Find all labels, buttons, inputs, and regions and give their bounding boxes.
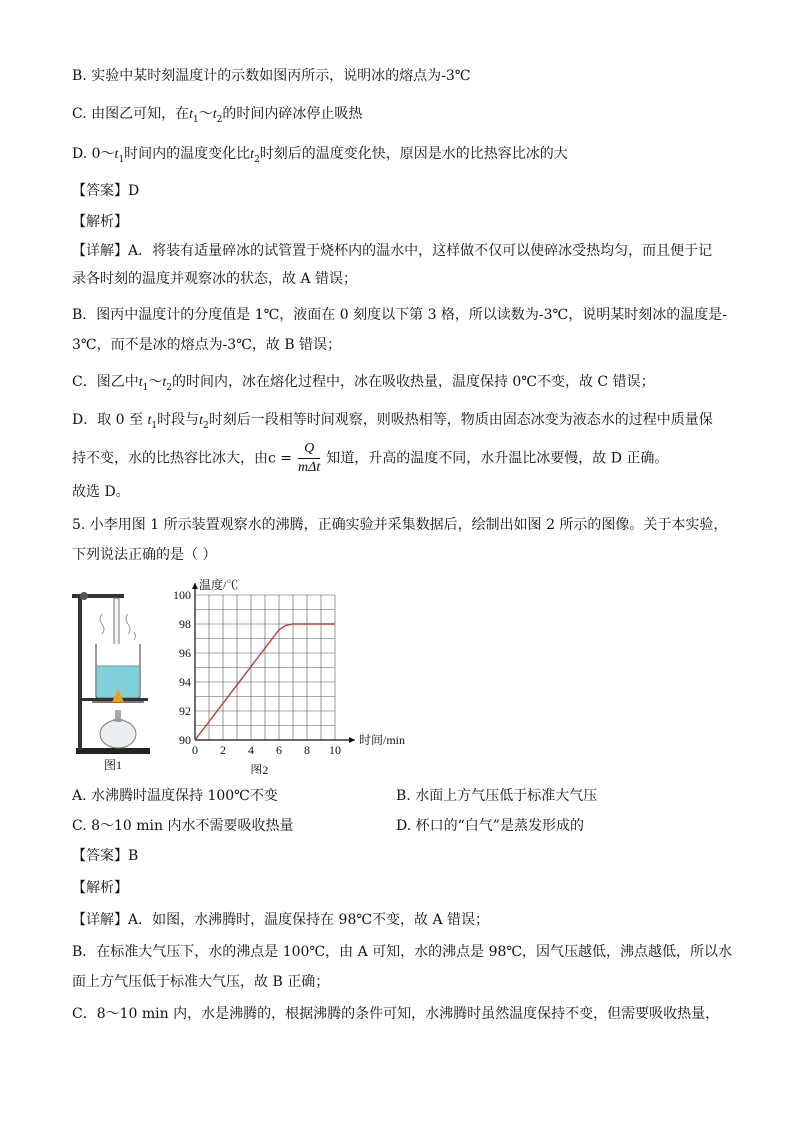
temperature-time-chart (168, 578, 418, 774)
var-t2: t (212, 107, 217, 122)
q5-option-a: A. 水沸腾时温度保持 100℃不变 (72, 788, 278, 804)
y-tick-label: 96 (179, 646, 191, 660)
fraction-formula: $\frac{Q}{\text{mΔt}}$ (298, 441, 321, 475)
q4-analysis-heading: 【解析】 (72, 214, 128, 230)
q4-option-d: D. $0\sim t_1$时间内的温度变化比$t_2$时刻后的温度变化快，原因是水的比热容比冰的大 (72, 146, 568, 165)
q4-answer: 【答案】D (72, 183, 140, 199)
fig1-label: 图1 (104, 758, 123, 772)
x-tick-label: 10 (329, 743, 341, 757)
q5-detail-b-2: 面上方气压低于标准大气压，故 B 正确； (72, 974, 330, 990)
q4-detail-a-2: 录各时刻的温度并观察冰的状态，故 A 错误； (72, 271, 358, 287)
x-axis-label: 时间/min (359, 733, 406, 747)
boiling-apparatus-figure (66, 584, 158, 774)
q5-option-b: B. 水面上方气压低于标准大气压 (396, 788, 598, 804)
q4-detail-b-1: B．图丙中温度计的分度值是 1℃，液面在 0 刻度以下第 3 格，所以读数为-3℃，说明某时刻冰的温度是- (72, 307, 727, 323)
stand-base (76, 748, 150, 754)
x-axis-arrow (349, 737, 355, 743)
y-tick-label: 92 (179, 704, 191, 718)
y-tick-label: 98 (179, 617, 191, 631)
steam-icon (100, 614, 104, 634)
q5-option-c: C. 8～10 min 内水不需要吸收热量 (72, 818, 294, 834)
fig2-label: 图2 (250, 763, 269, 774)
q4-conclusion: 故选 D。 (72, 484, 130, 500)
q5-detail-a: 【详解】A．如图，水沸腾时，温度保持在 98℃不变，故 A 错误； (72, 912, 490, 928)
q5-analysis-heading: 【解析】 (72, 880, 128, 896)
q5-detail-c: C．8～10 min 内，水是沸腾的，根据沸腾的条件可知，水沸腾时虽然温度保持不变，但需要吸收热量， (72, 1006, 720, 1022)
q4-detail-b-2: 3℃，而不是冰的熔点为-3℃，故 B 错误； (72, 337, 342, 353)
x-tick-label: 2 (220, 743, 226, 757)
x-tick-label: 4 (248, 743, 254, 757)
q5-answer: 【答案】B (72, 848, 139, 864)
var-t1: t (189, 107, 194, 122)
y-tick-label: 100 (173, 588, 191, 602)
q5-detail-b-1: B．在标准大气压下，水的沸点是 100℃，由 A 可知，水的沸点是 98℃，因气压越低，沸点越低，所以水 (72, 944, 733, 960)
x-tick-label: 0 (192, 743, 198, 757)
q4-detail-c: C．图乙中$t_1\sim t_2$的时间内，冰在熔化过程中，冰在吸收热量，温度保持 0℃不变，故 C 错误； (72, 374, 655, 393)
alcohol-lamp-icon (100, 720, 136, 748)
q4-option-c: C. 由图乙可知，在$t_1\sim t_2$的时间内碎冰停止吸热 (72, 106, 363, 125)
y-axis-label: 温度/℃ (199, 578, 239, 592)
x-tick-label: 8 (304, 743, 310, 757)
q5-stem-1: 5. 小李用图 1 所示装置观察水的沸腾，正确实验并采集数据后，绘制出如图 2 所示的图像。关于本实验， (72, 517, 728, 533)
q4-detail-d-1: D．取 0 至 $t_1$时段与$t_2$时刻后一段相等时间观察，则吸热相等，物质由固态冰变为液态水的过程中质量保 (72, 412, 713, 431)
q4-detail-d-2: 持不变，水的比热容比冰大，由c = $\frac{Q}{\text{mΔt}}$ 知道，升高的温度不同，水升温比冰要慢，故 D 正确。 (72, 441, 669, 475)
q4-option-b: B. 实验中某时刻温度计的示数如图丙所示，说明冰的熔点为-3℃ (72, 68, 471, 84)
y-axis-arrow (192, 583, 198, 589)
q5-stem-2: 下列说法正确的是（ ） (72, 547, 217, 563)
y-tick-label: 90 (179, 733, 191, 747)
q4-detail-a-1: 【详解】A．将装有适量碎冰的试管置于烧杯内的温水中，这样做不仅可以使碎冰受热均匀，而且便于记 (72, 243, 713, 259)
q5-option-d: D. 杯口的“白气”是蒸发形成的 (396, 818, 584, 834)
stand-rod (78, 594, 82, 750)
y-tick-label: 94 (179, 675, 191, 689)
x-tick-label: 6 (276, 743, 282, 757)
